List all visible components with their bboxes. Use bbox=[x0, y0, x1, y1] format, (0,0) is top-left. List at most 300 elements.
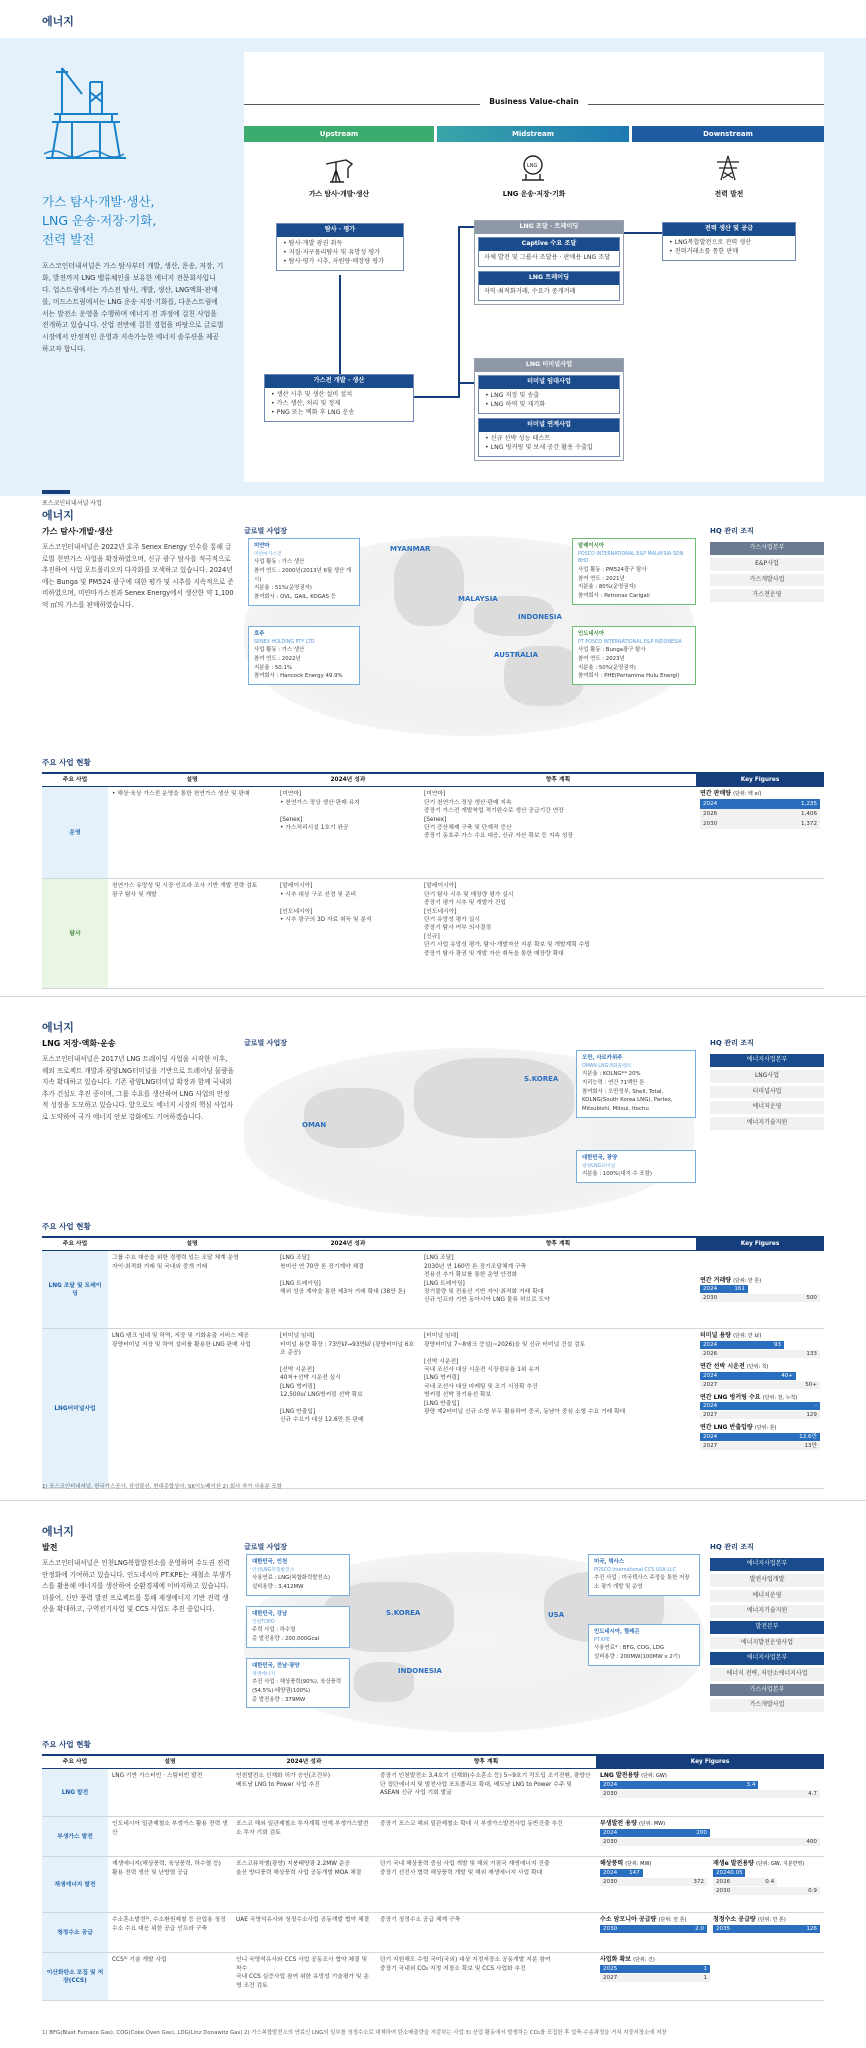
row-kf bbox=[596, 1857, 824, 1913]
row-category: 이산화탄소 포집 및 저장(CCS) bbox=[42, 1953, 108, 2001]
pin-usa: USA bbox=[548, 1611, 565, 1619]
plan-line: 장기물량 및 전용선 기반 자익·최적화 거래 확대 bbox=[424, 1288, 544, 1295]
section-title: 에너지 bbox=[42, 509, 74, 522]
pin-korea: S.KOREA bbox=[524, 1075, 559, 1083]
perf-line: 40척+선박 시운전 실시 bbox=[280, 1375, 341, 1382]
box-sub: POSCO INTERNATIONAL E&P MALAYSIA SDN. BHD. bbox=[578, 551, 685, 565]
section-paragraph: 포스코인터내셔널은 2022년 호주 Senex Energy 인수를 통해 글로벌 천연가스 사업을 확장하였으며, 신규 광구 탐사를 적극적으로 추진하여 사업 포트폴리오의 다각화를 모색하고 있습니다. 2024년에는 Bunga 및 PM524 광구에 대한 평가 및 시추를 지속적으로 준비하였으며, 미얀마가스전과 Senex Energy에서 생산한 약 1,100억 ㎥의 가스를 판매하였습니다. bbox=[42, 543, 234, 609]
kf-unit: (단위: 척) bbox=[746, 1364, 769, 1371]
table-row bbox=[42, 1329, 824, 1489]
pin-oman: OMAN bbox=[302, 1121, 327, 1129]
col-header: 2024년 성과 bbox=[232, 1755, 376, 1769]
section-power bbox=[0, 1496, 866, 2048]
row-category: 청정수소 공급 bbox=[42, 1913, 108, 1953]
map-box-australia bbox=[248, 626, 360, 685]
kf-year: 2024 bbox=[703, 1403, 718, 1410]
box-sub: PT POSCO INTERNATIONAL E&P INDONESIA bbox=[578, 639, 682, 645]
kf-year: 2026 bbox=[716, 1879, 731, 1886]
perf-line: 인니 국영석유사와 CCS 사업 공동조사 협약 체결 및 착수 bbox=[236, 1957, 368, 1972]
bullet: • 탐사·개발 광권 취득 bbox=[283, 240, 397, 249]
plan-line: [LNG 반출입] bbox=[424, 1400, 460, 1407]
row-kf bbox=[696, 1251, 824, 1329]
row-perf bbox=[232, 1769, 376, 1817]
box-item: 지리능력 : 연간 71백만 톤 bbox=[582, 1079, 645, 1086]
box-item: 사용연료* : BFG, COG, LDG bbox=[594, 1645, 665, 1652]
hq-group: 에너지사업본부 bbox=[710, 1558, 824, 1571]
hq-group: 가스사업본부 bbox=[710, 1684, 824, 1697]
lng-tank-icon bbox=[516, 154, 550, 182]
kf-bar bbox=[700, 1294, 820, 1302]
kf-value: - bbox=[814, 1403, 817, 1410]
map-box-cilegon bbox=[588, 1624, 700, 1666]
box-item: 주력 사업 : 하수열 bbox=[252, 1627, 296, 1634]
row-kf bbox=[596, 1769, 824, 1817]
col-header: 설명 bbox=[108, 1755, 232, 1769]
map-box-malaysia bbox=[572, 538, 696, 605]
box-sub: 광양LNG터미널 bbox=[582, 1163, 616, 1169]
box-name: 말레이시아 bbox=[578, 543, 605, 549]
row-plan bbox=[420, 1251, 696, 1329]
row-category: LNG 발전 bbox=[42, 1769, 108, 1817]
hq-item: E&P사업 bbox=[710, 558, 824, 571]
map-box-oman bbox=[576, 1050, 696, 1118]
status-table bbox=[42, 772, 824, 989]
kf-year: 2026 bbox=[703, 1351, 718, 1358]
row-plan bbox=[376, 1953, 596, 2001]
box-sub: OMAN LNG액화플랜트 bbox=[582, 1063, 632, 1069]
kf-title: 연간 선박 시운전 bbox=[700, 1363, 745, 1371]
box-name: 인도네시아 bbox=[578, 631, 605, 637]
row-perf: [말레이시아] • 시추 대상 구조 선정 및 준비 [인도네시아] • 시추 광구의 3D 자료 취득 및 분석 bbox=[276, 879, 420, 989]
row-plan bbox=[420, 1329, 696, 1489]
kf-value: 129 bbox=[806, 1412, 817, 1419]
row-plan bbox=[376, 1857, 596, 1913]
table-row bbox=[42, 1913, 824, 1953]
perf-line: [터미널 임대] bbox=[280, 1333, 315, 1340]
kf-bar bbox=[700, 1402, 820, 1410]
section-gas-exploration bbox=[0, 496, 866, 996]
hq-title: HQ 관리 조직 bbox=[710, 527, 754, 535]
plan-line: [신규] bbox=[424, 933, 440, 940]
row-perf bbox=[232, 1857, 376, 1913]
pin-korea: S.KOREA bbox=[386, 1609, 421, 1617]
group-lng-procurement bbox=[474, 220, 624, 305]
row-desc: CCS³⁾ 기술 개발 사업 bbox=[108, 1953, 232, 2001]
kf-year: 2025 bbox=[603, 1966, 618, 1973]
column-label-midstream: LNG 운송·저장·기화 bbox=[502, 190, 566, 198]
plan-line: [선박 시운전] bbox=[424, 1358, 459, 1365]
connector bbox=[458, 382, 474, 384]
kf-year: 2027 bbox=[703, 1381, 718, 1388]
table-row bbox=[42, 1251, 824, 1329]
plan-line: [인도네시아] bbox=[424, 908, 457, 915]
hq-group: 에너지사업본부 bbox=[710, 1652, 824, 1665]
plan-line: 2030년 연 160만 톤 장기조달체계 구축 bbox=[424, 1263, 527, 1270]
row-plan: 중장기 인천발전소 3,4호기 신재화(수소혼소 등) 5~9호기 작도입 조기전환, 광양산단 집단에너지 및 발전사업 포트폴리오 확대, 베트남 LNG to Power 수주 및 ASEAN 신규 사업 기회 발굴 bbox=[376, 1769, 596, 1817]
connector bbox=[339, 275, 341, 385]
kf-value: 200 bbox=[696, 1830, 707, 1837]
bullet: • 지질·지구물리탐사 및 유망성 평가 bbox=[283, 249, 397, 258]
status-title: 주요 사업 현황 bbox=[42, 1740, 91, 1749]
kf-value: 2.0 bbox=[695, 1926, 704, 1933]
bullet: • LNG복합발전으로 전력 생산 bbox=[669, 239, 789, 248]
col-header: 설명 bbox=[108, 1237, 276, 1251]
row-kf bbox=[696, 1329, 824, 1489]
perf-line: [LNG 조달] bbox=[280, 1255, 310, 1262]
connector bbox=[458, 226, 460, 398]
power-tower-icon bbox=[711, 154, 745, 182]
section-paragraph: 포스코인터내셔널은 2017년 LNG 트레이딩 사업을 시작한 이후, 해외 프로젝트 개발과 광양LNG터미널을 기반으로 트레이딩 물량을 지속 확대하고 있습니다. 기존 광양LNG터미널 확장과 함께 국내외 추가 건설도 추진 중이며, 그룹 수요를 생산하여 LNG 사업의 안정적 성장을 도모하고 있습니다. 앞으로도 에너지 시장의 핵심 사업자로 도약하여 국가 에너지 안보 강화에도 기여하겠습니다. bbox=[42, 1055, 234, 1121]
box-item: 사업 활동 : 가스 생산 bbox=[254, 647, 305, 654]
kf-year: 2024 bbox=[603, 1830, 618, 1837]
plan-line: 단기 증산체제 구축 및 단계적 증산 bbox=[424, 824, 512, 831]
box-exploration-title: 탐사 · 평가 bbox=[277, 224, 403, 237]
map-box-gangnam bbox=[246, 1606, 350, 1648]
box-sub: POSCO International CCS USA LLC bbox=[594, 1567, 676, 1573]
kf-value: 126 bbox=[806, 1926, 817, 1933]
kf-title: 터미널 용량 bbox=[700, 1332, 732, 1340]
box-name: 대한민국, 광양 bbox=[582, 1155, 618, 1161]
col-header: 향후 계획 bbox=[420, 1237, 696, 1251]
perf-line: 천연가스 정상 생산·판매 유지 bbox=[285, 799, 360, 806]
kf-value: 1 bbox=[703, 1975, 707, 1982]
map-box-texas bbox=[588, 1554, 700, 1596]
box-sub: PT.KPE bbox=[594, 1637, 610, 1643]
kf-value: 161 bbox=[734, 1286, 745, 1293]
kf-bar bbox=[600, 1878, 707, 1886]
perf-line: 가스처리시설 1호기 완공 bbox=[285, 824, 349, 831]
box-power bbox=[662, 222, 796, 261]
table-header-row bbox=[42, 773, 824, 787]
box-item: 참여회사 : Petronas Carigali bbox=[578, 592, 650, 599]
pin-myanmar: MYANMAR bbox=[390, 545, 431, 553]
pin-indonesia: INDONESIA bbox=[398, 1667, 442, 1675]
stage-midstream: Midstream bbox=[437, 126, 629, 142]
bullet: • LNG 저장 및 송출 bbox=[485, 392, 613, 401]
perf-line: 신규 수요가 대상 12.6만 톤 판매 bbox=[280, 1417, 364, 1424]
value-chain-title: Business Value-chain bbox=[489, 97, 579, 106]
map-box-incheon bbox=[246, 1554, 350, 1596]
table-row bbox=[42, 1857, 824, 1913]
row-plan: 중장기 청정수소 공급 체계 구축 bbox=[376, 1913, 596, 1953]
hq-org bbox=[710, 526, 824, 605]
plan-line: 중장기 탐사 여부 의사결정 bbox=[424, 925, 492, 932]
box-name: 미국, 텍사스 bbox=[594, 1559, 624, 1565]
box-sub: 재생에너지 bbox=[252, 1671, 276, 1677]
kf-year: 2027 bbox=[603, 1975, 618, 1982]
perf-line: [LNG 벙커링] bbox=[280, 1383, 316, 1390]
kf-title: 사업화 확보 bbox=[600, 1956, 632, 1964]
kf-year: 2024 bbox=[703, 1286, 718, 1293]
box-item: 지분율 : 100%(대지 수 포함) bbox=[582, 1171, 652, 1178]
row-desc: LNG 탱크 임대 및 하역, 저장 및 기화송출 서비스 제공 광양터미널 저장 및 하역 설비를 활용한 LNG 판매 사업 bbox=[108, 1329, 276, 1489]
row-desc: 재생에너지(해상풍력, 육상풍력, 하수열 등) 활용 전력 생산 및 난방열 공급 bbox=[108, 1857, 232, 1913]
plan-line: 단기 천연가스 정상 생산·판매 지속 bbox=[424, 799, 512, 806]
row-plan bbox=[420, 879, 696, 989]
box-trading-title: LNG 트레이딩 bbox=[479, 272, 619, 285]
footnote: 1) 포스코인터내셔널, 한국가스공사, 삼성물산, 현대종합상사, SK이노베이션 2) 회사 자가 사용분 포함 bbox=[42, 1484, 282, 1490]
box-item: 지분율 : 50%(운영권자) bbox=[578, 664, 636, 671]
perf-line: 시추 대상 구조 선정 및 준비 bbox=[285, 891, 357, 898]
row-kf bbox=[696, 879, 824, 989]
land-asia bbox=[414, 1058, 574, 1138]
bullet: • 전력거래소를 통한 판매 bbox=[669, 248, 789, 257]
perf-line: 12,500㎥ LNG벙커링 선박 확보 bbox=[280, 1392, 363, 1399]
box-development-title: 가스전 개발 · 생산 bbox=[265, 375, 413, 388]
row-desc: 수소혼소발전²⁾, 수소환원제철 등 산업용 청정수소 수요 대응 위한 공급 인프라 구축 bbox=[108, 1913, 232, 1953]
box-name: 오만, 사르카위주 bbox=[582, 1055, 623, 1061]
bullet: • LNG 벙커링 및 보세 공간 활용 수출입 bbox=[485, 444, 613, 453]
kf-year: 2024 bbox=[703, 1434, 718, 1441]
kf-year: 2026 bbox=[703, 811, 718, 818]
kf-bar bbox=[600, 1829, 710, 1837]
kf-bar bbox=[713, 1887, 820, 1895]
section-subtitle: 발전 bbox=[42, 1543, 58, 1552]
box-item: 추진 사업 : 해상풍력(90%), 육상풍력(54.5%)·태양광(100%) bbox=[252, 1679, 342, 1694]
kf-unit: (단위: 만 ㎘) bbox=[733, 1333, 762, 1340]
headline-line-2: LNG 운송·저장·기화, bbox=[42, 212, 157, 228]
col-header: 2024년 성과 bbox=[276, 773, 420, 787]
box-item: 사업 활동 : 가스 생산 bbox=[254, 559, 305, 566]
kf-bar bbox=[713, 1869, 745, 1877]
kf-unit: (단위: MW) bbox=[638, 1821, 666, 1828]
map-label: 글로벌 사업장 bbox=[244, 527, 288, 535]
hq-org bbox=[710, 1038, 824, 1133]
group-lng-procurement-title: LNG 조달 · 트레이딩 bbox=[475, 221, 623, 234]
box-item: 참여 연도 : 2000년(2013년 6월 생산 개시) bbox=[254, 567, 352, 583]
row-plan bbox=[420, 787, 696, 879]
kf-year: 2030 bbox=[603, 1791, 618, 1798]
col-header: Key Figures bbox=[696, 1237, 824, 1251]
plan-line: 중장기 동호주 가스 수요 대응, 신규 자산 확보 등 지속 성장 bbox=[424, 833, 574, 840]
hq-title: HQ 관리 조직 bbox=[710, 1543, 754, 1551]
kf-year: 2027 bbox=[703, 1412, 718, 1419]
hq-item: 터미널사업 bbox=[710, 1086, 824, 1099]
pin-australia: AUSTRALIA bbox=[494, 651, 538, 659]
box-item: 추진 사업 : 미국텍사스 주정을 통한 저장소 평가 개발 및 운영 bbox=[594, 1575, 690, 1590]
section-lng bbox=[0, 996, 866, 1496]
legend-arrow bbox=[42, 490, 70, 494]
kf-unit: (단위: MW) bbox=[625, 1861, 652, 1868]
plan-line: 국내 조선사 대상 시운전 시장점유율 1위 유지 bbox=[424, 1366, 540, 1373]
kf-unit: (단위: 천, 누적) bbox=[762, 1394, 798, 1401]
hq-item: 에너지기술지원 bbox=[710, 1605, 824, 1618]
row-kf bbox=[696, 787, 824, 879]
section-title: 에너지 bbox=[42, 1021, 74, 1034]
kf-bar bbox=[700, 1285, 748, 1293]
row-perf: [미얀마] • 천연가스 정상 생산·판매 유지 [Senex] • 가스처리시설 1호기 완공 bbox=[276, 787, 420, 879]
hq-item: 에너지 전략, 저탄소에너지사업 bbox=[710, 1668, 824, 1681]
kf-bar bbox=[600, 1925, 707, 1933]
bullet: • 생산 시추 및 생산 설비 설치 bbox=[271, 391, 407, 400]
kf-title: 해상풍력 bbox=[600, 1860, 624, 1868]
table-header-row bbox=[42, 1237, 824, 1251]
perf-line: 국내 CCS 실증사업 참여 위한 유망성 기술평가 및 운영 조건 검토 bbox=[236, 1974, 369, 1989]
box-item: 총 발전용량 : 379MW bbox=[252, 1696, 306, 1703]
kf-bar bbox=[700, 1381, 820, 1389]
value-chain-diagram bbox=[244, 52, 824, 482]
kf-bar bbox=[600, 1974, 710, 1982]
kf-year: 2024 bbox=[603, 1782, 618, 1789]
hq-item: 가스사업본부 bbox=[710, 542, 824, 555]
kf-value: 13만 bbox=[804, 1443, 817, 1450]
col-header: Key Figures bbox=[596, 1755, 824, 1769]
box-item: 참여회사 : PHE(Pertamina Hulu Energi) bbox=[578, 673, 680, 680]
perf-line: 해외 성공 계약을 통한 제3자 거래 확대 (38만 톤) bbox=[280, 1288, 406, 1295]
hq-item: LNG사업 bbox=[710, 1070, 824, 1083]
kf-year: 2024 bbox=[703, 1342, 718, 1349]
kf-unit: (단위: 건) bbox=[633, 1957, 655, 1964]
kf-bar bbox=[600, 1781, 758, 1789]
map-label: 글로벌 사업장 bbox=[244, 1543, 288, 1551]
hq-item: 에너지운영 bbox=[710, 1101, 824, 1114]
box-name: 호주 bbox=[254, 631, 265, 637]
hq-item: 발전사업개발 bbox=[710, 1574, 824, 1587]
kf-unit: (단위: 만 톤) bbox=[757, 1917, 786, 1924]
kf-year: 2024 bbox=[703, 801, 718, 808]
col-header: 향후 계획 bbox=[376, 1755, 596, 1769]
kf-row bbox=[700, 809, 820, 819]
kf-value: 0.4 bbox=[765, 1879, 775, 1886]
status-title: 주요 사업 현황 bbox=[42, 1222, 91, 1231]
box-item: 참여회사 : Hancock Energy 49.9% bbox=[254, 673, 343, 680]
perf-line: 베트남 LNG to Power 사업 추진 bbox=[236, 1781, 320, 1788]
box-trading bbox=[478, 271, 620, 301]
row-category: 부생가스 발전 bbox=[42, 1817, 108, 1857]
kf-title: 연간 LNG 반출입량 bbox=[700, 1424, 753, 1432]
kf-value: 1 bbox=[703, 1966, 707, 1973]
plan-line: 단기 유망성 평가 실시 bbox=[424, 916, 480, 923]
table-row bbox=[42, 1953, 824, 2001]
row-perf: 포스코 해외 일관제철소 투자계획 연계 부생가스발전소 투자 기회 검토 bbox=[232, 1817, 376, 1857]
box-captive bbox=[478, 237, 620, 267]
box-item: 참여 연도 : 2021년 bbox=[578, 575, 625, 582]
map-box-indonesia bbox=[572, 626, 696, 685]
kf-value: 3.4 bbox=[746, 1782, 756, 1789]
kf-year: 2030 bbox=[716, 1888, 731, 1895]
column-label-downstream: 전력 발전 bbox=[714, 190, 744, 198]
plan-line: 중장기 국내외 CO₂ 지정 저장소 확보 및 CCS 사업화 추진 bbox=[380, 1965, 526, 1972]
headline-line-3: 전력 발전 bbox=[42, 231, 95, 247]
kf-bar bbox=[700, 1372, 796, 1380]
col-header: 설명 bbox=[108, 773, 276, 787]
column-label-upstream: 가스 탐사·개발·생산 bbox=[308, 190, 370, 198]
kf-title: 연간 거래량 bbox=[700, 1276, 732, 1284]
row-desc: 그룹 수요 대응을 위한 경쟁력 있는 조달 체계 운영 자익·최적화 거래 및 국내외 중개 거래 bbox=[108, 1251, 276, 1329]
row-plan: 중장기 포스코 해외 일관제철소 확대 시 부생가스발전사업 동반진출 추진 bbox=[376, 1817, 596, 1857]
plan-line: [말레이시아] bbox=[424, 883, 457, 890]
row-category: 운영 bbox=[42, 787, 108, 879]
kf-row bbox=[700, 799, 820, 809]
box-item: 총 발전용량 : 200,000Gcal bbox=[252, 1635, 320, 1642]
plan-line: 중장기 탐사 광권 및 개발 자산 취득을 통한 매장량 확대 bbox=[424, 950, 564, 957]
kf-title: 재생e 발전용량 bbox=[713, 1860, 754, 1868]
kf-title: 부생발전 용량 bbox=[600, 1820, 637, 1828]
box-item: 지분율 : KOLNG** 20% bbox=[582, 1071, 641, 1078]
box-sub: SENEX HOLDING PTY LTD bbox=[254, 639, 315, 645]
hq-item: 가스개발사업 bbox=[710, 1699, 824, 1712]
row-perf: UAE 국영석유사와 청정수소사업 공동개발 협약 체결 bbox=[232, 1913, 376, 1953]
box-name: 미얀마 bbox=[254, 543, 270, 549]
row-desc: • 해상·육상 가스전 운영을 통한 천연가스 생산 및 판매 bbox=[108, 787, 276, 879]
row-kf bbox=[596, 1953, 824, 2001]
section-paragraph: 포스코인터내셔널은 인천LNG복합발전소를 운영하며 수도권 전력 안정화에 기여하고 있습니다. 인도네시아 PT.KPE는 제철소 부생가스를 활용해 에너지를 생산하여 순환경제에 이바지하고 있습니다. 더불어, 신안 풍력 발전 프로젝트를 통해 재생에너지 기반 전력 생산을 확대하고, 구역전기사업 및 CCS 사업도 추진 중입니다. bbox=[42, 1559, 232, 1614]
kf-bar bbox=[700, 1341, 784, 1349]
kf-year: 2024 bbox=[703, 1372, 718, 1379]
kf-value: 400 bbox=[806, 1839, 817, 1846]
box-sub: 인천TOPO bbox=[252, 1619, 275, 1625]
kf-unit: (단위: 만 톤) bbox=[733, 1277, 762, 1284]
row-category: 재생에너지 발전 bbox=[42, 1857, 108, 1913]
col-header: 2024년 성과 bbox=[276, 1237, 420, 1251]
perf-line: 터미널 용량 확장 : 73만㎘→93만㎘ (광양터미널 6호조 준공) bbox=[280, 1341, 415, 1357]
stage-downstream: Downstream bbox=[632, 126, 824, 142]
headline-line-1: 가스 탐사·개발·생산, bbox=[42, 194, 155, 209]
table-row bbox=[42, 1817, 824, 1857]
plan-line: [LNG 벙커링] bbox=[424, 1375, 460, 1382]
hq-title: HQ 관리 조직 bbox=[710, 1039, 754, 1047]
box-item: 참여 연도 : 2022년 bbox=[254, 655, 301, 662]
map-box-myanmar bbox=[248, 538, 360, 606]
map-box-renewable bbox=[246, 1658, 350, 1708]
kf-value: 4.7 bbox=[808, 1791, 817, 1798]
table-row bbox=[42, 1769, 824, 1817]
land-asia bbox=[394, 546, 464, 626]
box-name: 인도네시아, 찔레곤 bbox=[594, 1629, 640, 1635]
table-row bbox=[42, 879, 824, 989]
kf-year: 2030 bbox=[603, 1839, 618, 1846]
plan-line: 단기 사업 유망성 평가, 탐사·개발자산 지분 확보 및 개발계획 수립 bbox=[424, 942, 590, 949]
box-development bbox=[264, 374, 414, 422]
row-kf bbox=[596, 1817, 824, 1857]
group-lng-terminal-title: LNG 터미널사업 bbox=[475, 359, 623, 372]
kf-value: 93 bbox=[773, 1342, 781, 1349]
row-category: LNG 조달 및 트레이딩 bbox=[42, 1251, 108, 1329]
kf-unit: (단위: 백 ㎥) bbox=[733, 791, 762, 798]
box-item: 참여회사 : 오만정부, Shell, Total, KOLNG(South Korea LNG), Partex, Mitsubishi, Mitsui, Itochu bbox=[582, 1088, 673, 1112]
box-terminal-link bbox=[478, 418, 620, 457]
section-subtitle: LNG 저장·액화·운송 bbox=[42, 1039, 116, 1048]
plan-line: 단기 탐사 시추 및 매장량 평가 실시 bbox=[424, 891, 514, 898]
group-lng-terminal bbox=[474, 358, 624, 461]
kf-bar bbox=[713, 1878, 777, 1886]
bullet: • 탐사·평가 시추, 자원량·매장량 평가 bbox=[283, 258, 397, 267]
kf-value: 147 bbox=[629, 1870, 640, 1877]
perf-line: 울산 방디풍력 해상풍력 사업 공동개발 MOA 체결 bbox=[236, 1869, 362, 1876]
kf-bar bbox=[600, 1790, 820, 1798]
table-header-row bbox=[42, 1755, 824, 1769]
hq-item: 에너지발전운영사업 bbox=[710, 1637, 824, 1650]
perf-line: [LNG 트레이딩] bbox=[280, 1280, 321, 1287]
kf-bar bbox=[700, 1433, 820, 1441]
hq-item: 에너지기술지원 bbox=[710, 1117, 824, 1130]
desc-text: 해상·육상 가스전 운영을 통한 천연가스 생산 및 판매 bbox=[117, 791, 250, 798]
plan-line: 광양 재2터미널 신규 소형 부두 활용하여 중국, 동남아 중심 소형 수요 거래 확대 bbox=[424, 1408, 626, 1415]
page-header bbox=[0, 0, 866, 38]
kf-title: 연간 판매량 bbox=[700, 790, 732, 798]
kf-value: 1,372 bbox=[800, 821, 817, 828]
row-perf bbox=[276, 1251, 420, 1329]
plan-line: 중장기 평가 시추 및 개발가 진입 bbox=[424, 900, 507, 907]
plan-line: [LNG 트레이딩] bbox=[424, 1280, 465, 1287]
kf-value: 12.6만 bbox=[799, 1434, 817, 1441]
box-item: 지분율 : 50.1% bbox=[254, 664, 292, 671]
row-desc: 천연가스 유망성 및 시장·인프라 조사 기반 개발 전략 검토 광구 탐사 및 개발 bbox=[108, 879, 276, 989]
hero-section bbox=[0, 38, 866, 507]
svg-text:LNG: LNG bbox=[527, 163, 538, 169]
connector bbox=[414, 396, 460, 398]
box-item: 사업 활동 : Bunga광구 탐사 bbox=[578, 647, 646, 654]
